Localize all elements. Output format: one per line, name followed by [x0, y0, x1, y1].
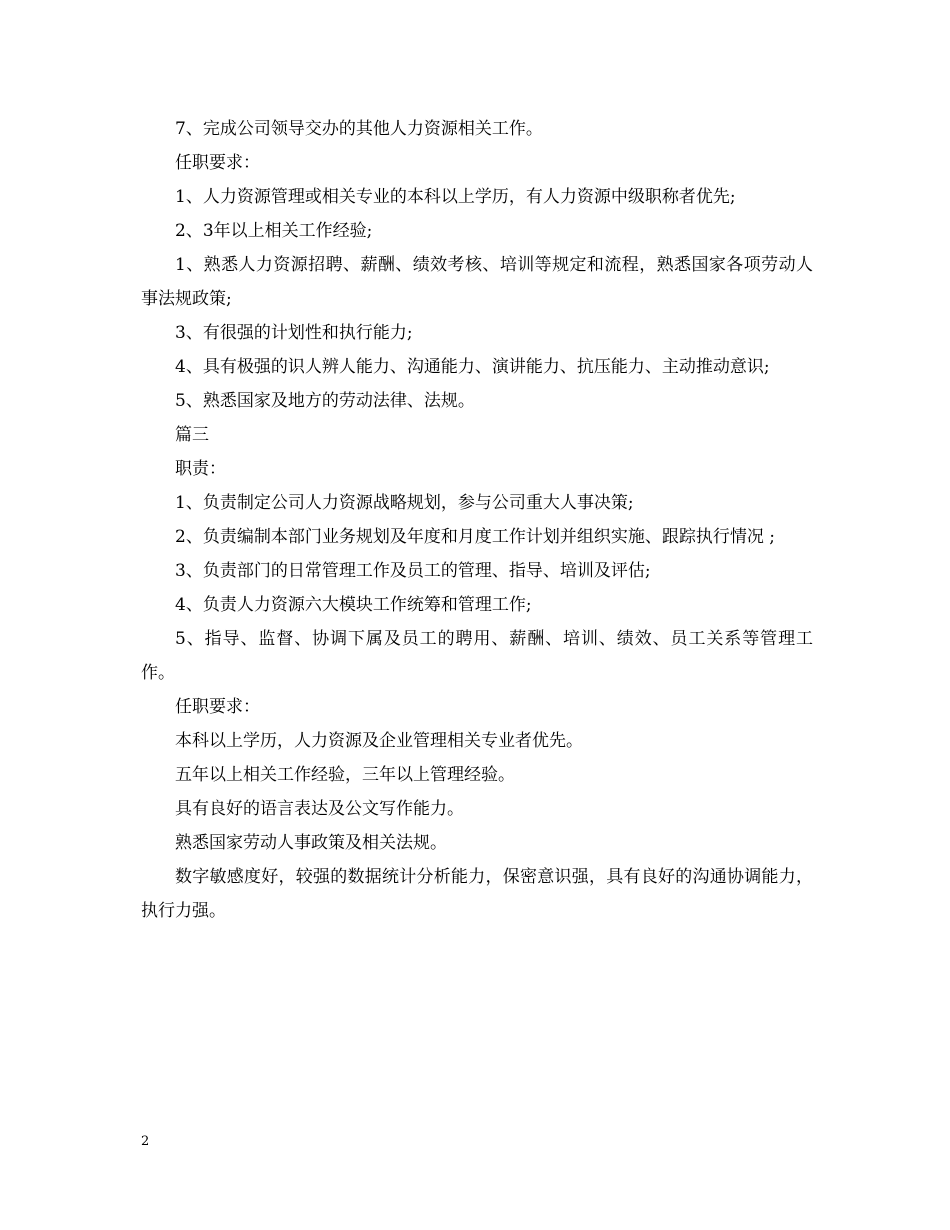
paragraph: 4、具有极强的识人辨人能力、沟通能力、演讲能力、抗压能力、主动推动意识; [175, 357, 770, 377]
paragraph: 熟悉国家劳动人事政策及相关法规。 [175, 833, 447, 853]
paragraph: 5、指导、监督、协调下属及员工的聘用、薪酬、培训、绩效、员工关系等管理工作。 [141, 629, 813, 683]
page-number: 2 [141, 1134, 150, 1149]
paragraph: 5、熟悉国家及地方的劳动法律、法规。 [175, 391, 475, 411]
paragraph: 3、负责部门的日常管理工作及员工的管理、指导、培训及评估; [175, 561, 651, 581]
paragraph: 3、有很强的计划性和执行能力; [175, 323, 413, 343]
paragraph: 2、3年以上相关工作经验; [175, 221, 373, 241]
paragraph: 1、熟悉人力资源招聘、薪酬、绩效考核、培训等规定和流程，熟悉国家各项劳动人事法规政策; [141, 255, 813, 309]
document-body [141, 112, 813, 928]
paragraph: 1、负责制定公司人力资源战略规划，参与公司重大人事决策; [175, 493, 634, 513]
paragraph: 7、完成公司领导交办的其他人力资源相关工作。 [175, 119, 543, 139]
paragraph: 任职要求： [175, 153, 260, 173]
paragraph: 本科以上学历，人力资源及企业管理相关专业者优先。 [175, 731, 583, 751]
paragraph: 数字敏感度好，较强的数据统计分析能力，保密意识强，具有良好的沟通协调能力，执行力强。 [141, 867, 813, 921]
paragraph: 职责： [175, 459, 226, 479]
paragraph: 1、人力资源管理或相关专业的本科以上学历，有人力资源中级职称者优先; [175, 187, 736, 207]
paragraph: 五年以上相关工作经验，三年以上管理经验。 [175, 765, 515, 785]
paragraph: 具有良好的语言表达及公文写作能力。 [175, 799, 464, 819]
paragraph: 2、负责编制本部门业务规划及年度和月度工作计划并组织实施、跟踪执行情况 ; [175, 527, 775, 547]
paragraph: 任职要求： [175, 697, 260, 717]
section-heading: 篇三 [175, 425, 209, 445]
paragraph: 4、负责人力资源六大模块工作统筹和管理工作; [175, 595, 532, 615]
